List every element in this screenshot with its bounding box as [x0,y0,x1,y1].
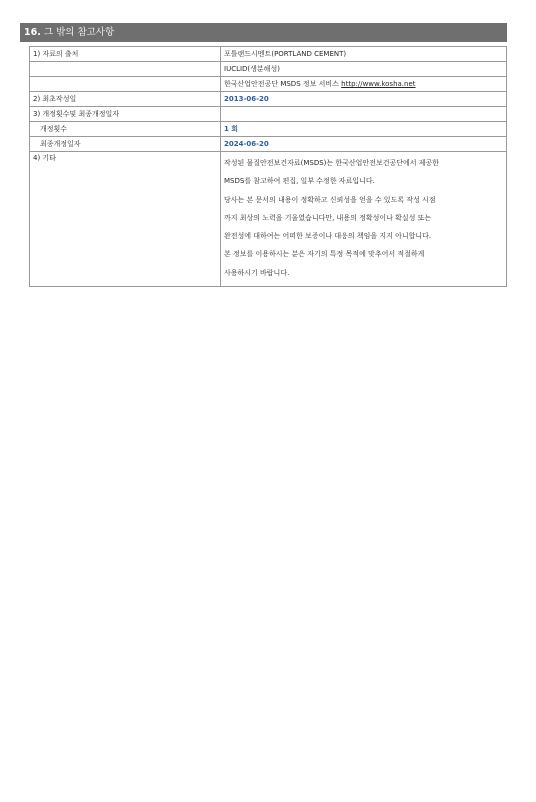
empty-cell [221,107,507,122]
note-line: 작성된 물질안전보건자료(MSDS)는 한국산업안전보건공단에서 제공한 [224,159,440,167]
table-row [30,137,507,152]
kosha-link[interactable]: http://www.kosha.net [341,80,416,88]
table-row [30,122,507,137]
note-line: 완전성에 대하여는 어떠한 보증이나 대응의 책임을 지지 아니합니다. [224,232,432,241]
revision-count-label: 개정횟수 [30,122,221,137]
table-row [30,92,507,107]
kosha-text: 한국산업안전공단 MSDS 정보 서비스 [224,80,339,88]
last-revision-label: 최종개정일자 [30,137,221,152]
note-line: 사용하시기 바랍니다. [224,268,290,277]
section-number: 16. [24,27,41,38]
revision-header-label: 3) 개정횟수및 최종개정일자 [30,107,221,122]
table-row [30,77,507,92]
note-line: 당사는 본 문서의 내용이 정확하고 신뢰성을 얻을 수 있도록 작성 시점 [224,195,436,204]
source-value-3 [221,77,507,92]
note-line: 까지 최상의 노력을 기울였습니다만, 내용의 정확성이나 확실성 또는 [224,213,432,222]
empty-cell [30,62,221,77]
section-header [20,23,507,42]
other-label: 4) 기타 [30,152,221,287]
note-line: MSDS를 참고하여 편집, 일부 수정한 자료입니다. [224,177,375,186]
empty-cell [30,77,221,92]
last-revision-value: 2024-06-20 [221,137,507,152]
first-written-value: 2013-06-20 [221,92,507,107]
section-title: 그 밖의 참고사항 [43,27,115,38]
table-row [30,152,507,287]
table-row [30,62,507,77]
source-value-2: IUCLID(생분해성) [221,62,507,77]
table-row [30,107,507,122]
table-row [30,47,507,62]
first-written-label: 2) 최초작성일 [30,92,221,107]
reference-table [29,46,507,287]
note-line: 본 정보를 이용하시는 분은 자기의 특정 목적에 맞추어서 적절하게 [224,250,425,259]
source-value-1: 포틀랜드시멘트(PORTLAND CEMENT) [221,47,507,62]
revision-count-value: 1 회 [221,122,507,137]
source-label: 1) 자료의 출처 [30,47,221,62]
other-notes [221,152,507,287]
